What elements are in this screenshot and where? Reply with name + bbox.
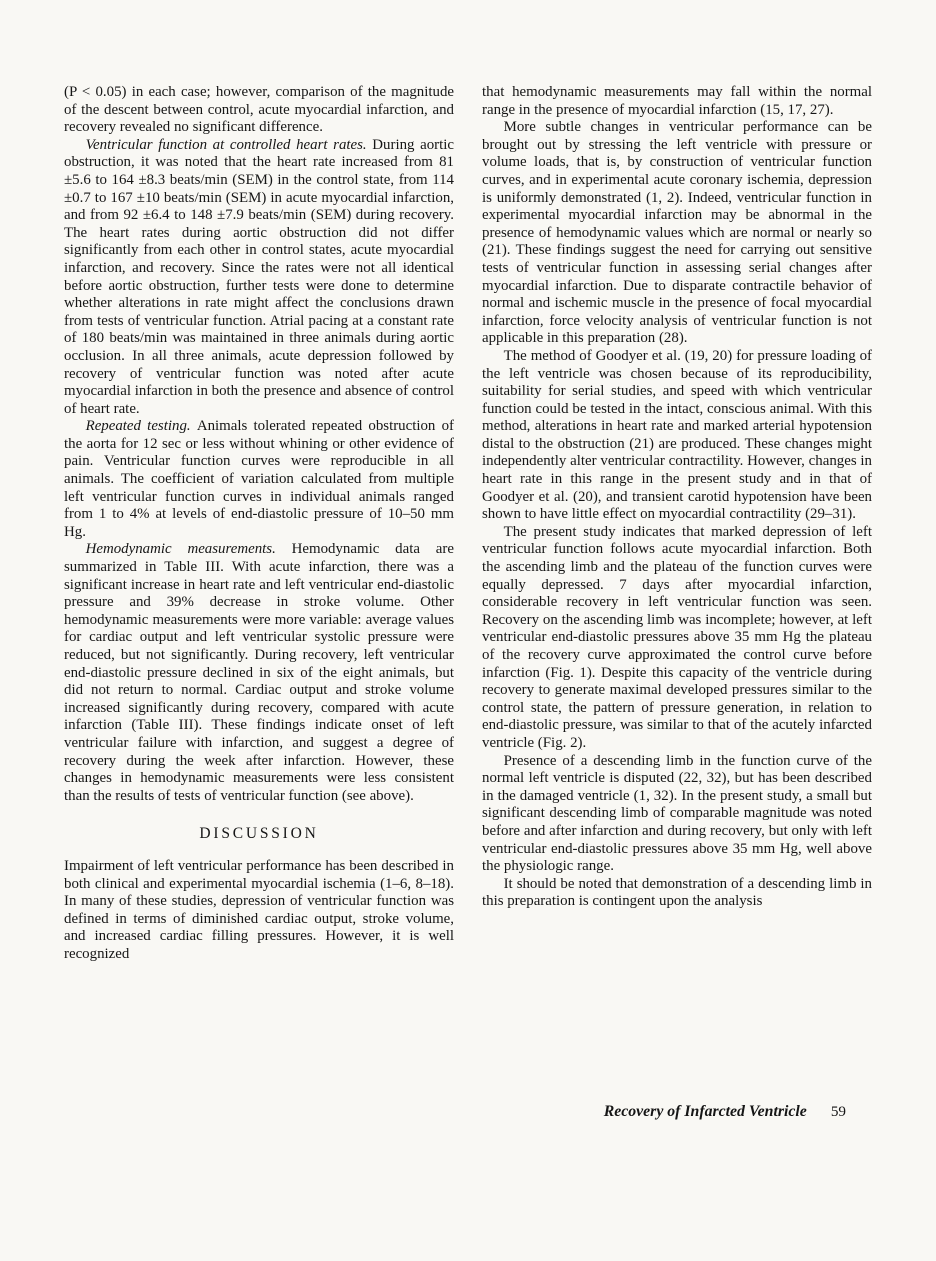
left-column xyxy=(64,84,454,964)
two-column-layout xyxy=(64,84,872,964)
paragraph xyxy=(482,84,872,119)
paragraph-text: that hemodynamic measurements may fall within the normal range in the presence of myocardial infarction (15, 17, 27). xyxy=(482,84,872,118)
paragraph-text: More subtle changes in ventricular performance can be brought out by stressing the left ventricle with pressure or volume loads, that is, by construction of ventricular function curves, and in experimental acute coronary ischemia, depression is uniformly demonstrated (1, 2). Indeed, ventricular function in experimental myocardial infarction may be abnormal in the presence of hemodynamic values which are normal or nearly so (21). These findings suggest the need for carrying out sensitive tests of ventricular function in assessing serial changes after myocardial infarction. Due to disparate contractile behavior of normal and ischemic muscle in the presence of focal myocardial infarction, force velocity analysis of ventricular function is not applicable in this preparation (28). xyxy=(482,119,872,347)
paragraph-text: Hemodynamic data are summarized in Table III. With acute infarction, there was a significant increase in heart rate and left ventricular end-diastolic pressure and 39% decrease in stroke volume. Other hemodynamic measurements were more variable: average values for cardiac output and left ventricular systolic pressure were reduced, but not significantly. During recovery, left ventricular end-diastolic pressure declined in six of the eight animals, but did not return to normal. Cardiac output and stroke volume increased significantly during recovery, compared with acute infarction (Table III). These findings indicate onset of left ventricular failure with infarction, and suggest a degree of recovery during the week after infarction. However, these changes in hemodynamic measurements were less consistent than the results of tests of ventricular function (see above). xyxy=(64,541,454,804)
paragraph-text: Presence of a descending limb in the function curve of the normal left ventricle is disputed (22, 32), but has been described in the damaged ventricle (1, 32). In the present study, a small but significant descending limb of comparable magnitude was noted before and after infarction and during recovery, but only with left ventricular end-diastolic pressures above 35 mm Hg, well above the physiologic range. xyxy=(482,752,872,875)
paragraph xyxy=(64,858,454,964)
paragraph xyxy=(64,84,454,137)
paragraph-lead: Hemodynamic measurements. xyxy=(85,541,276,558)
page-footer xyxy=(64,1103,846,1121)
paragraph xyxy=(482,876,872,911)
paragraph xyxy=(482,524,872,753)
section-heading-discussion: DISCUSSION xyxy=(199,825,319,843)
paragraph-text: During aortic obstruction, it was noted that the heart rate increased from 81 ±5.6 to 164 ±8.3 beats/min (SEM) in the control state, from 114 ±0.7 to 167 ±10 beats/min (SEM) in acute myocardial infarction, and from 92 ±6.4 to 148 ±7.9 beats/min (SEM) during recovery. The heart rates during aortic obstruction did not differ significantly from each other in control states, acute myocardial infarction, and recovery. Since the rates were not all identical before aortic obstruction, further tests were done to determine whether alterations in rate might affect the conclusions drawn from tests of ventricular function. Atrial pacing at a constant rate of 180 beats/min was maintained in three animals during aortic occlusion. In all three animals, acute depression followed by recovery of ventricular function was noted after acute myocardial infarction in both the presence and absence of control of heart rate. xyxy=(64,136,454,417)
paragraph xyxy=(482,348,872,524)
paragraph-lead: Repeated testing. xyxy=(85,418,191,435)
right-column xyxy=(482,84,872,964)
paragraph-text: The method of Goodyer et al. (19, 20) for pressure loading of the left ventricle was chosen because of its reproducibility, suitability for serial studies, and speed with which ventricular function could be tested in the intact, conscious animal. With this method, alterations in heart rate and marked arterial hypotension distal to the obstruction (21) are produced. These changes might independently alter ventricular contractility. However, changes in heart rate in this range in the present study and in that of Goodyer et al. (20), and transient carotid hypotension have been shown to have little effect on myocardial contractility (29–31). xyxy=(482,347,872,523)
paragraph xyxy=(64,137,454,419)
paragraph-text: The present study indicates that marked depression of left ventricular function follows acute myocardial infarction. Both the ascending limb and the plateau of the function curves were equally depressed. 7 days after myocardial infarction, considerable recovery in left ventricular function was seen. Recovery on the ascending limb was incomplete; however, at left ventricular end-diastolic pressures above 35 mm Hg the plateau of the recovery curve approximated the control curve before infarction (Fig. 1). Despite this capacity of the ventricle during recovery to generate maximal developed pressures similar to the control state, the pattern of pressure generation, in relation to end-diastolic pressure, was similar to that of the acutely infarcted ventricle (Fig. 2). xyxy=(482,523,872,751)
paragraph-text: Impairment of left ventricular performance has been described in both clinical and experimental myocardial ischemia (1–6, 8–18). In many of these studies, depression of ventricular function was defined in terms of diminished cardiac output, stroke volume, and increased cardiac filling pressures. However, it is well recognized xyxy=(64,857,454,962)
page-content xyxy=(64,84,872,964)
paragraph-text: (P < 0.05) in each case; however, comparison of the magnitude of the descent between control, acute myocardial infarction, and recovery revealed no significant difference. xyxy=(64,84,454,136)
paragraph xyxy=(64,541,454,805)
paragraph xyxy=(482,753,872,876)
paragraph-text: It should be noted that demonstration of a descending limb in this preparation is contingent upon the analysis xyxy=(482,875,872,910)
paragraph-lead: Ventricular function at controlled heart rates. xyxy=(85,136,367,153)
paragraph xyxy=(482,119,872,348)
paragraph xyxy=(64,418,454,541)
paragraph-text: Animals tolerated repeated obstruction of the aorta for 12 sec or less without whining or other evidence of pain. Ventricular function curves were reproducible in all animals. The coefficient of variation calculated from multiple left ventricular function curves in individual animals ranged from 1 to 4% at levels of end-diastolic pressure of 10–50 mm Hg. xyxy=(64,418,454,540)
page-number: 59 xyxy=(830,1103,846,1120)
running-title: Recovery of Infarcted Ventricle xyxy=(603,1103,807,1120)
